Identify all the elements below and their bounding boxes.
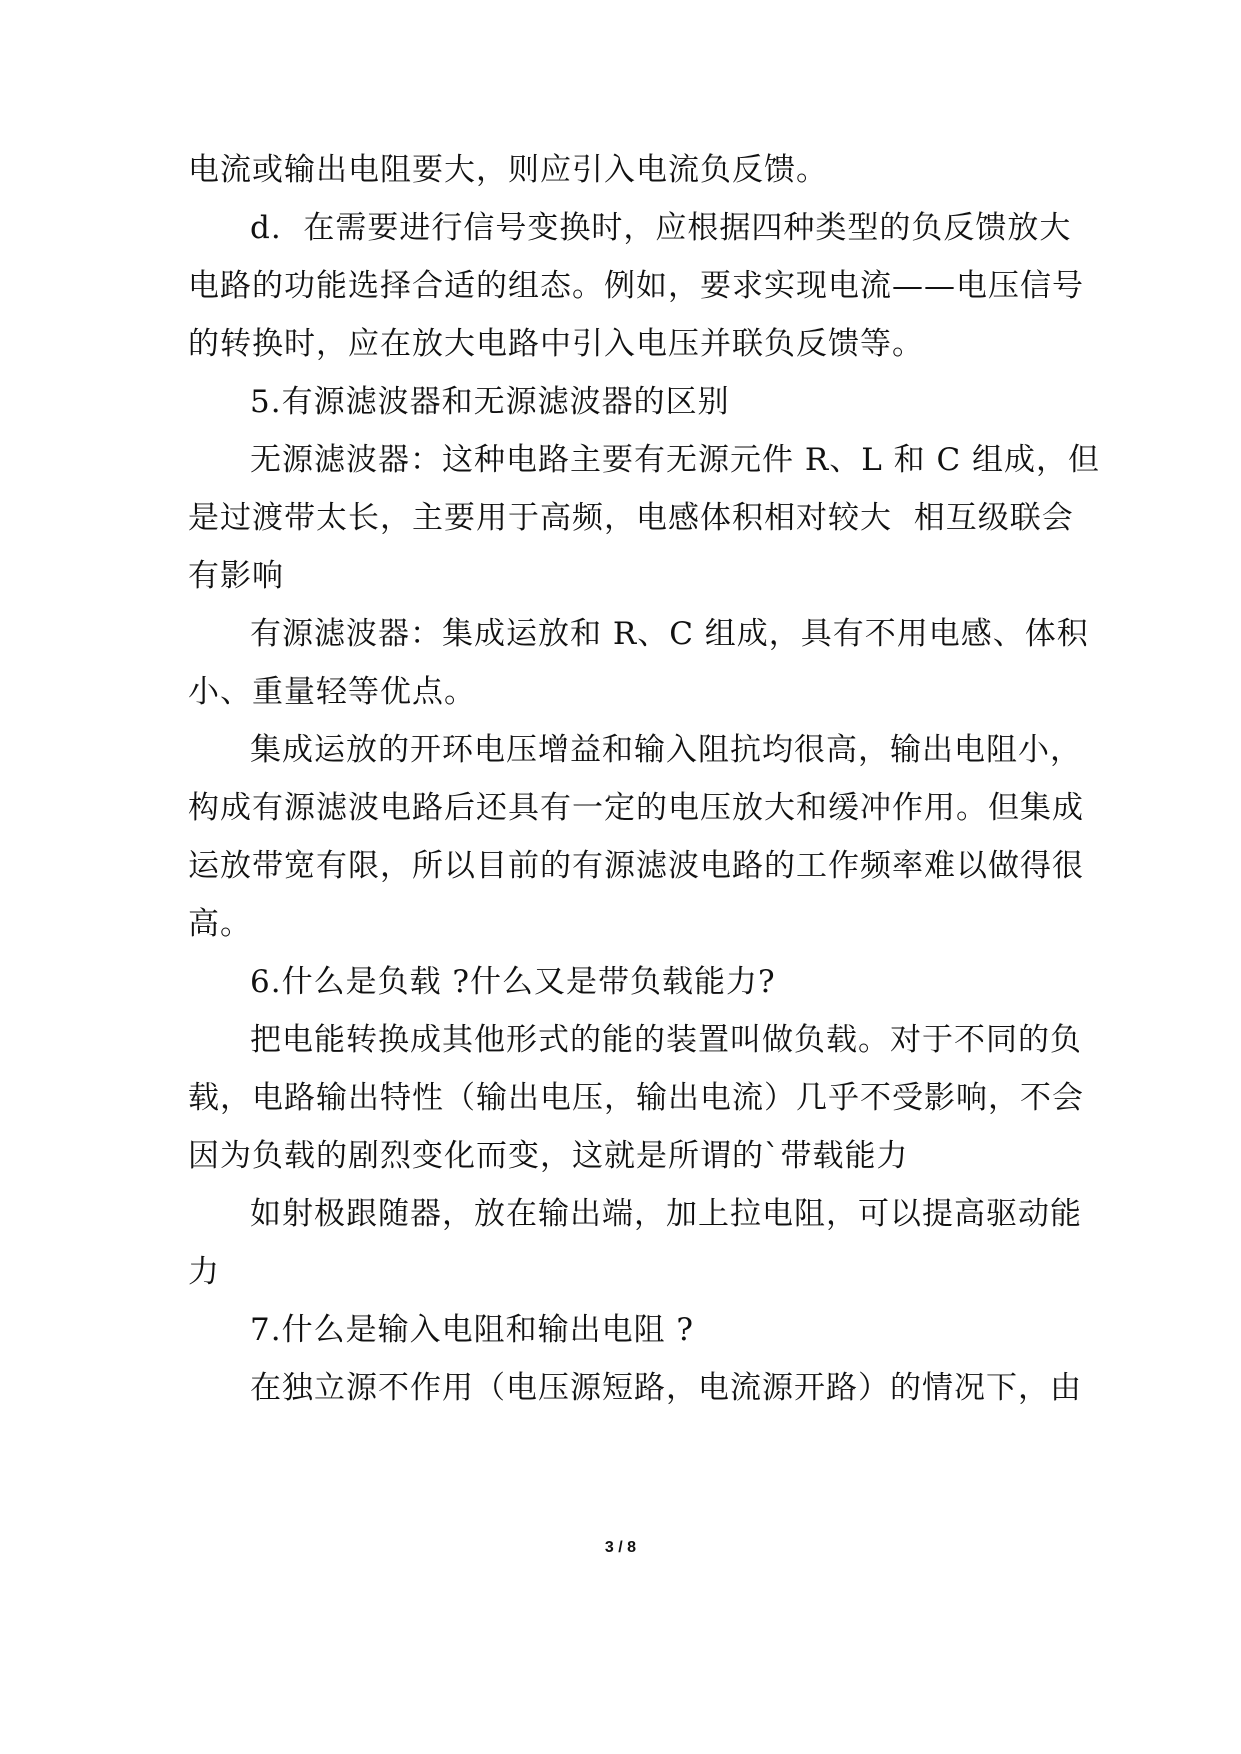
text-line: 高。 [188, 906, 252, 942]
text-line: 因为负载的剧烈变化而变，这就是所谓的`带载能力 [188, 1138, 909, 1174]
text-line: 电路的功能选择合适的组态。例如，要求实现电流——电压信号 [188, 268, 1084, 304]
text-line: 构成有源滤波电路后还具有一定的电压放大和缓冲作用。但集成 [188, 790, 1084, 826]
text-line: d. 在需要进行信号变换时，应根据四种类型的负反馈放大 [250, 210, 1072, 246]
text-line: 集成运放的开环电压增益和输入阻抗均很高，输出电阻小， [250, 732, 1082, 768]
text-line: 有影响 [188, 558, 284, 594]
page-number: 3 / 8 [604, 1539, 637, 1556]
text-line: 电流或输出电阻要大，则应引入电流负反馈。 [188, 152, 828, 188]
text-line: 无源滤波器：这种电路主要有无源元件 R、L 和 C 组成，但 [250, 442, 1101, 478]
text-line: 把电能转换成其他形式的能的装置叫做负载。对于不同的负 [250, 1022, 1082, 1058]
text-line: 在独立源不作用（电压源短路，电流源开路）的情况下，由 [250, 1370, 1082, 1406]
section-heading: 6.什么是负载 ?什么又是带负载能力? [250, 964, 776, 1000]
section-heading: 5.有源滤波器和无源滤波器的区别 [250, 384, 730, 420]
text-line: 是过渡带太长，主要用于高频，电感体积相对较大 相互级联会 [188, 500, 1074, 536]
text-line: 力 [188, 1254, 220, 1290]
text-line: 小、重量轻等优点。 [188, 674, 476, 710]
text-line: 运放带宽有限，所以目前的有源滤波电路的工作频率难以做得很 [188, 848, 1084, 884]
section-heading: 7.什么是输入电阻和输出电阻 ? [250, 1312, 695, 1348]
text-line: 载，电路输出特性（输出电压，输出电流）几乎不受影响，不会 [188, 1080, 1084, 1116]
text-line: 的转换时，应在放大电路中引入电压并联负反馈等。 [188, 326, 924, 362]
text-line: 如射极跟随器，放在输出端，加上拉电阻，可以提高驱动能 [250, 1196, 1082, 1232]
text-line: 有源滤波器：集成运放和 R、C 组成，具有不用电感、体积 [250, 616, 1089, 652]
